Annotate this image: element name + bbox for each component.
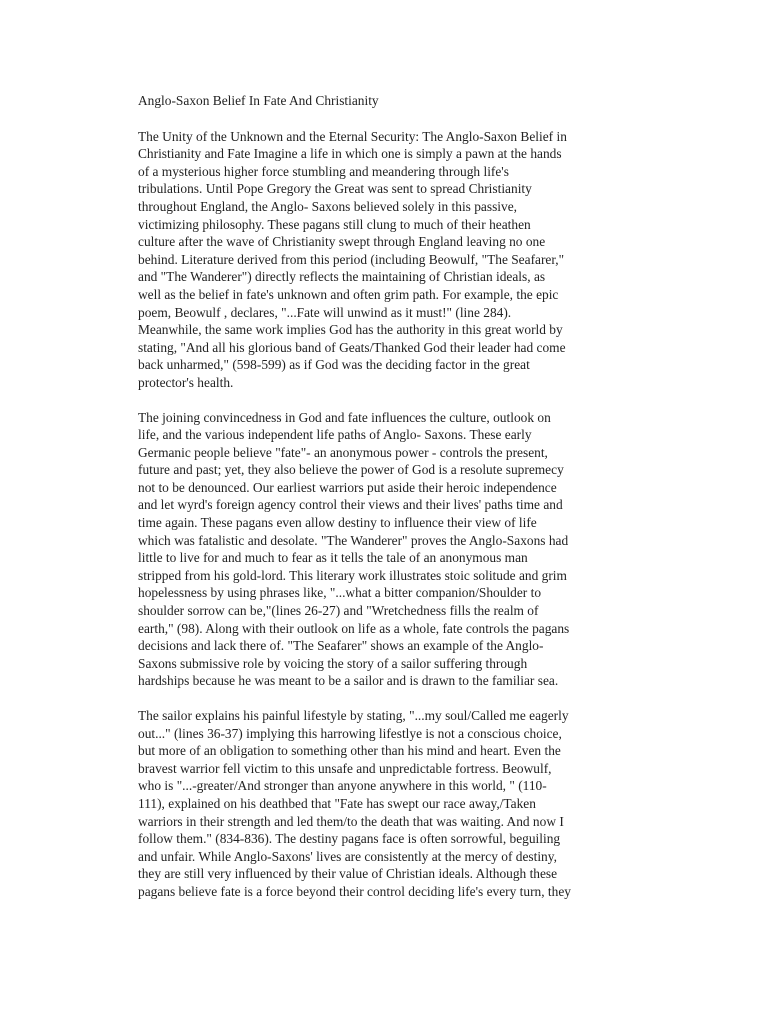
paragraph-2: The joining convincedness in God and fate influences the culture, outlook on life, and the various independent life paths of Anglo- Saxons. These early Germanic people believe "fate"- an anonymous power - controls the present, future and past; yet, they also believe the power of God is a resolute supremecy not to be denounced. Our earliest warriors put aside their heroic independence and let wyrd's foreign agency control their views and their lives' paths time and time again. These pagans even allow destiny to influence their view of life which was fatalistic and desolate. "The Wanderer" proves the Anglo-Saxons had little to live for and much to fear as it tells the tale of an anonymous man stripped from his gold-lord. This literary work illustrates stoic solitude and grim hopelessness by using phrases like, "...what a bitter companion/Shoulder to shoulder sorrow can be,"(lines 26-27) and "Wretchedness fills the realm of earth," (98). Along with their outlook on life as a whole, fate controls the pagans decisions and lack there of. "The Seafarer" shows an example of the Anglo- Saxons submissive role by voicing the story of a sailor suffering through hardships because he was meant to be a sailor and is drawn to the familiar sea. bbox=[138, 409, 570, 689]
document-body bbox=[138, 92, 634, 918]
document-title: Anglo-Saxon Belief In Fate And Christianity bbox=[138, 93, 379, 108]
paragraph-1: The Unity of the Unknown and the Eternal Security: The Anglo-Saxon Belief in Christianity and Fate Imagine a life in which one is simply a pawn at the hands of a mysterious higher force stumbling and meandering through life's tribulations. Until Pope Gregory the Great was sent to spread Christianity throughout England, the Anglo- Saxons believed solely in this passive, victimizing philosophy. These pagans still clung to much of their heathen culture after the wave of Christianity swept through England leaving no one behind. Literature derived from this period (including Beowulf, "The Seafarer," and "The Wanderer") directly reflects the maintaining of Christian ideals, as well as the belief in fate's unknown and often grim path. For example, the epic poem, Beowulf , declares, "...Fate will unwind as it must!" (line 284). Meanwhile, the same work implies God has the authority in this great world by stating, "And all his glorious band of Geats/Thanked God their leader had come back unharmed," (598-599) as if God was the deciding factor in the great protector's health. bbox=[138, 128, 567, 390]
paragraph-3: The sailor explains his painful lifestyle by stating, "...my soul/Called me eagerly out..." (lines 36-37) implying this harrowing lifestlye is not a conscious choice, but more of an obligation to something other than his mind and heart. Even the bravest warrior fell victim to this unsafe and unpredictable fortress. Beowulf, who is "...-greater/And stronger than anyone anywhere in this world, " (110- 111), explained on his deathbed that "Fate has swept our race away,/Taken warriors in their strength and led them/to the death that was waiting. And now I follow them." (834-836). The destiny pagans face is often sorrowful, beguiling and unfair. While Anglo-Saxons' lives are consistently at the mercy of destiny, they are still very influenced by their value of Christian ideals. Although these pagans believe fate is a force beyond their control deciding life's every turn, they bbox=[138, 708, 571, 899]
